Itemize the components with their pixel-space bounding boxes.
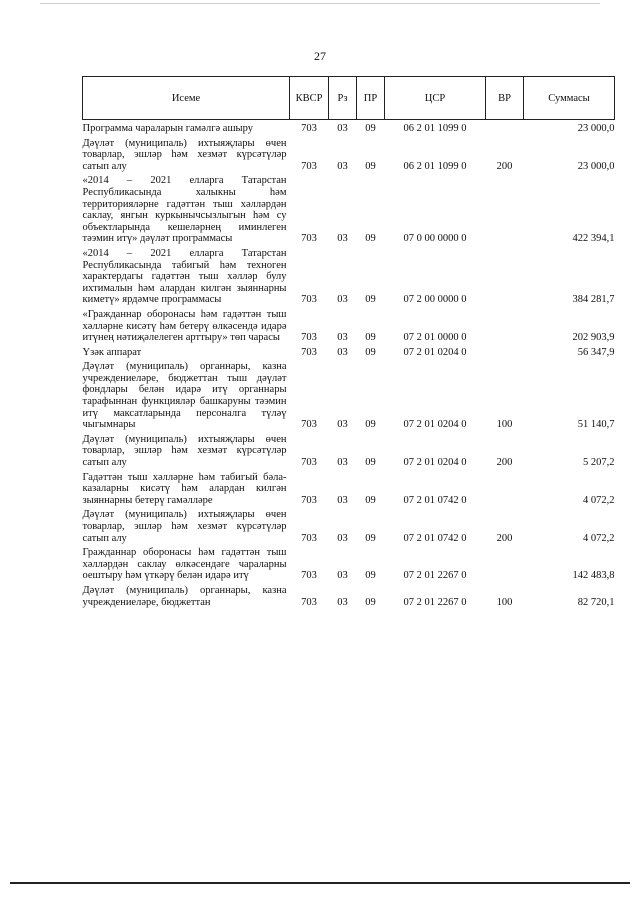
row-pr: 09: [365, 570, 376, 582]
row-kvsr: 703: [301, 494, 317, 506]
row-pr: 09: [365, 532, 376, 544]
table-row: [83, 172, 615, 245]
row-pr: 09: [365, 457, 376, 469]
row-kvsr: 703: [301, 570, 317, 582]
row-kvsr: 703: [301, 346, 317, 358]
row-vr: 200: [496, 457, 513, 469]
row-csr: 07 2 01 0000 0: [403, 332, 467, 344]
row-kvsr: 703: [301, 123, 317, 134]
row-name: Гражданнар оборонасы һәм гадәттән тыш хәлләрдән саклау өлкәсендәге чараларны оештыру һәм үткәрү белән идарә итү: [82, 547, 287, 582]
table-row: [83, 358, 615, 431]
row-vr: 200: [496, 160, 513, 172]
table-row: [83, 245, 615, 306]
row-csr: 07 2 01 2267 0: [403, 596, 467, 608]
row-rz: 03: [337, 494, 348, 506]
header-sum: Суммасы: [524, 77, 615, 120]
table-header-row: [83, 77, 615, 120]
page-number: 27: [314, 49, 326, 63]
row-rz: 03: [337, 294, 348, 306]
table-row: [83, 431, 615, 469]
header-pr: ПР: [357, 77, 385, 120]
table-body: [83, 120, 615, 609]
row-vr: [486, 306, 524, 344]
budget-table: [82, 76, 615, 608]
row-sum: 4 072,2: [583, 494, 615, 506]
row-pr: 09: [365, 346, 376, 358]
table-row: [83, 120, 615, 135]
row-vr: [486, 245, 524, 306]
row-pr: 09: [365, 160, 376, 172]
row-name: Дәүләт (муниципаль) органнары, казна учреждениеләре, бюджеттан: [82, 584, 287, 608]
table-row: [83, 344, 615, 359]
row-kvsr: 703: [301, 160, 317, 172]
row-rz: 03: [337, 160, 348, 172]
row-rz: 03: [337, 457, 348, 469]
header-rz: Рз: [329, 77, 357, 120]
row-vr: [486, 469, 524, 507]
table-row: [83, 582, 615, 608]
row-vr: [486, 172, 524, 245]
row-rz: 03: [337, 332, 348, 344]
row-vr: 100: [496, 419, 513, 431]
table-row: [83, 506, 615, 544]
row-rz: 03: [337, 233, 348, 245]
header-vr: ВР: [486, 77, 524, 120]
row-kvsr: 703: [301, 233, 317, 245]
row-sum: 422 394,1: [572, 233, 615, 245]
table-row: [83, 469, 615, 507]
row-sum: 142 483,8: [572, 570, 615, 582]
row-pr: 09: [365, 123, 376, 134]
row-csr: 07 2 01 0742 0: [403, 532, 467, 544]
row-pr: 09: [365, 233, 376, 245]
row-name: «2014 – 2021 елларга Татарстан Республикасында халыкны һәм территорияләрне гадәттән тыш хәлләрдән саклау, янгын куркынычсызлыгын һәм су объектларында кешеләрнең иминлеген тәэмин итү» дәүләт программасы: [82, 175, 287, 245]
row-pr: 09: [365, 332, 376, 344]
header-name: Исеме: [83, 77, 290, 120]
row-csr: 07 2 01 0204 0: [403, 346, 467, 358]
row-sum: 51 140,7: [577, 419, 615, 431]
row-vr: [486, 344, 524, 359]
row-csr: 07 2 01 0742 0: [403, 494, 467, 506]
row-name: «2014 – 2021 елларга Татарстан Республикасында табигый һәм техноген характердагы гадәттән тыш хәлләр булу ихтималын һәм алардан килгән зыяннарны киметү» ярдәмче программасы: [82, 247, 287, 306]
header-kvsr: КВСР: [290, 77, 329, 120]
row-name: Программа чараларын гамәлгә ашыру: [82, 123, 253, 134]
row-sum: 23 000,0: [577, 123, 615, 134]
row-kvsr: 703: [301, 596, 317, 608]
row-name: Дәүләт (муниципаль) ихтыяҗлары өчен товарлар, эшләр һәм хезмәт күрсәтүләр сатып алу: [82, 509, 287, 544]
row-pr: 09: [365, 294, 376, 306]
row-rz: 03: [337, 596, 348, 608]
header-csr: ЦСР: [385, 77, 486, 120]
top-rule: [40, 3, 600, 4]
row-kvsr: 703: [301, 294, 317, 306]
row-csr: 07 2 01 0204 0: [403, 419, 467, 431]
row-sum: 4 072,2: [583, 532, 615, 544]
row-name: Дәүләт (муниципаль) органнары, казна учреждениеләре, бюджеттан тыш дәүләт фондлары белән идарә итү органнары тарафыннан функцияләр башкаруны тәэмин итү максатларында персоналга түләү чыгымнары: [82, 361, 287, 431]
row-kvsr: 703: [301, 532, 317, 544]
row-csr: 07 0 00 0000 0: [403, 233, 467, 245]
row-vr: [486, 544, 524, 582]
row-rz: 03: [337, 123, 348, 134]
row-sum: 82 720,1: [577, 596, 615, 608]
row-vr: [486, 120, 524, 135]
row-rz: 03: [337, 532, 348, 544]
row-name: Дәүләт (муниципаль) ихтыяҗлары өчен товарлар, эшләр һәм хезмәт күрсәтүләр сатып алу: [82, 137, 287, 172]
row-csr: 07 2 01 2267 0: [403, 570, 467, 582]
row-csr: 06 2 01 1099 0: [403, 160, 467, 172]
row-pr: 09: [365, 596, 376, 608]
row-csr: 06 2 01 1099 0: [403, 123, 467, 134]
row-sum: 384 281,7: [572, 294, 615, 306]
table-row: [83, 544, 615, 582]
row-csr: 07 2 00 0000 0: [403, 294, 467, 306]
table-row: [83, 306, 615, 344]
row-kvsr: 703: [301, 457, 317, 469]
row-pr: 09: [365, 419, 376, 431]
row-sum: 23 000,0: [577, 160, 615, 172]
row-kvsr: 703: [301, 332, 317, 344]
row-vr: 200: [496, 532, 513, 544]
table-row: [83, 135, 615, 173]
row-name: Үзәк аппарат: [82, 346, 142, 358]
row-name: Дәүләт (муниципаль) ихтыяҗлары өчен товарлар, эшләр һәм хезмәт күрсәтүләр сатып алу: [82, 433, 287, 469]
bottom-rule: [10, 882, 630, 884]
row-name: «Гражданнар оборонасы һәм гадәттән тыш хәлләрне кисәтү һәм бетерү өлкәсендә идарә итүнең нәтиҗәлелеген арттыру» төп чарасы: [82, 308, 287, 344]
row-rz: 03: [337, 419, 348, 431]
row-csr: 07 2 01 0204 0: [403, 457, 467, 469]
row-rz: 03: [337, 570, 348, 582]
row-kvsr: 703: [301, 419, 317, 431]
row-sum: 5 207,2: [583, 457, 615, 469]
row-sum: 202 903,9: [572, 332, 615, 344]
row-name: Гадәттән тыш хәлләрне һәм табигый бәла-казаларны кисәтү һәм алардан килгән зыяннарны бетерү гамәлләре: [82, 471, 287, 506]
row-pr: 09: [365, 494, 376, 506]
row-rz: 03: [337, 346, 348, 358]
row-sum: 56 347,9: [577, 346, 615, 358]
row-vr: 100: [496, 596, 513, 608]
